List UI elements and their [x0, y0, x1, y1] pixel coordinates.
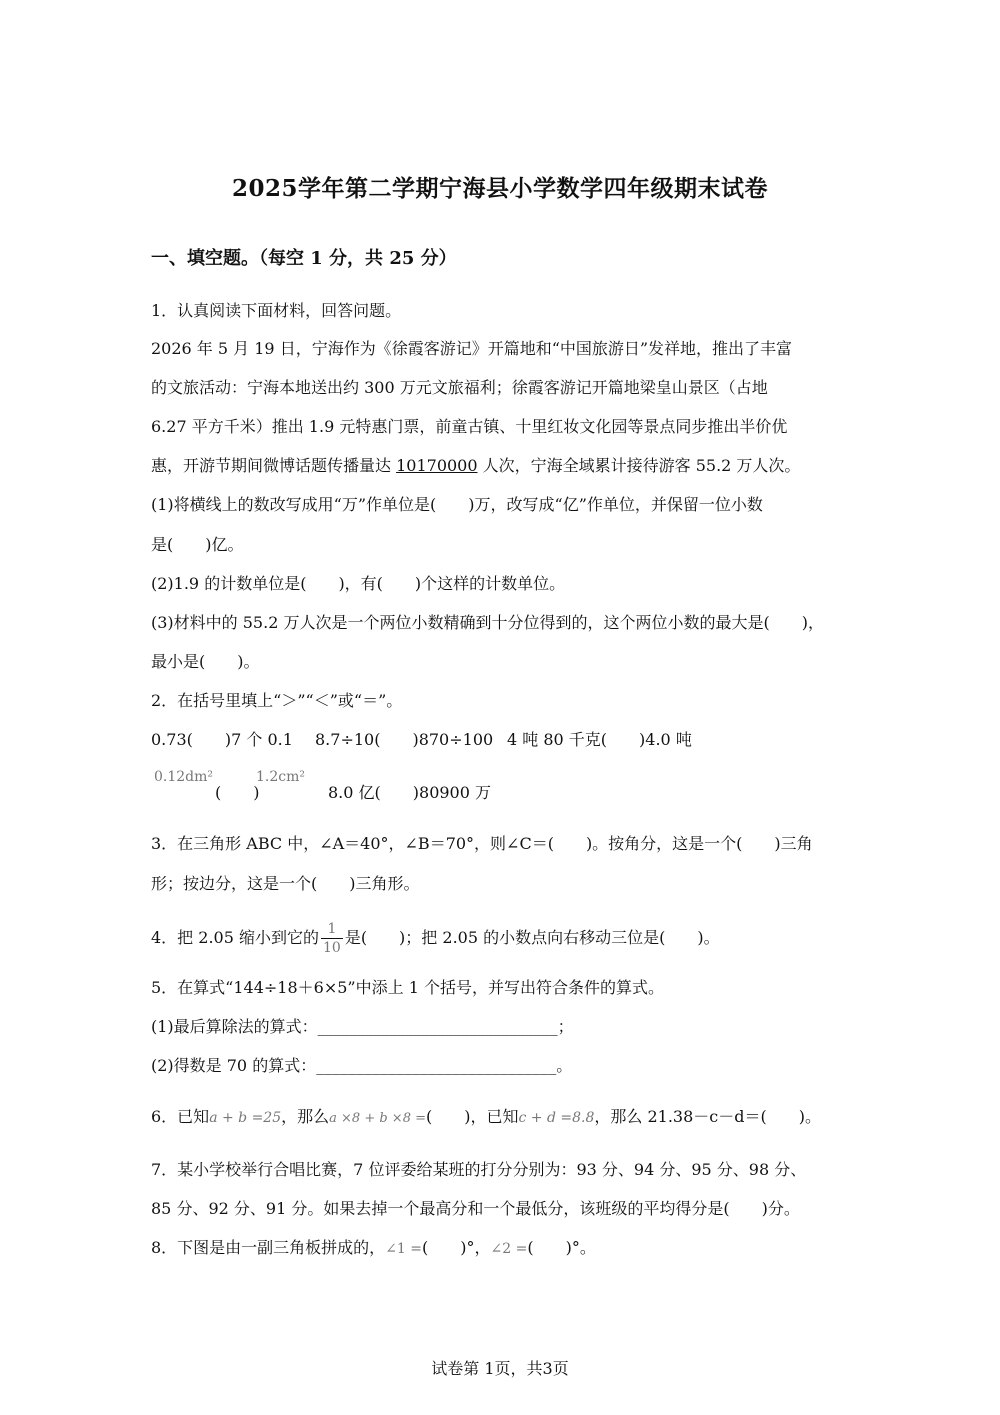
- q2-compare-1: 0.73( )7 个 0.1: [151, 730, 293, 749]
- q7-line: 85 分、92 分、91 分。如果去掉一个最高分和一个最低分，该班级的平均得分是( )分。: [151, 1199, 800, 1218]
- q1-paragraph-line: 的文旅活动：宁海本地送出约 300 万元文旅福利；徐霞客游记开篇地梁皇山景区（占地: [151, 378, 768, 397]
- q2-intro: 2．在括号里填上“＞”“＜”或“＝”。: [151, 691, 403, 710]
- q8-text: ( )°，: [422, 1238, 491, 1257]
- q4-line: [151, 918, 720, 958]
- q8-text: 8．下图是由一副三角板拼成的，: [151, 1238, 386, 1257]
- q6-expression: a + b =25: [209, 1110, 282, 1126]
- q1-sub2: (2)1.9 的计数单位是( )，有( )个这样的计数单位。: [151, 574, 566, 593]
- q8-angle-2: ∠2 =: [490, 1241, 528, 1257]
- q4-text: 4．把 2.05 缩小到它的: [151, 928, 319, 947]
- q6-expression: c + d =8.8: [518, 1110, 595, 1126]
- q1-sub3-cont: 最小是( )。: [151, 652, 260, 671]
- q1-intro: 1．认真阅读下面材料，回答问题。: [151, 301, 402, 320]
- q1-sub1-cont: 是( )亿。: [151, 535, 244, 554]
- q2-compare-4-paren: ( ): [215, 783, 260, 802]
- q1-text: 人次，宁海全域累计接待游客 55.2 万人次。: [477, 456, 801, 475]
- q2-compare-5: 8.0 亿( )80900 万: [328, 783, 492, 802]
- q3-line: 形；按边分，这是一个( )三角形。: [151, 874, 420, 893]
- q4-text: 是( )；把 2.05 的小数点向右移动三位是( )。: [344, 928, 720, 947]
- q1-underlined-number: 10170000: [396, 456, 478, 475]
- q6-line: [151, 1106, 821, 1130]
- q8-angle-1: ∠1 =: [385, 1241, 423, 1257]
- q2-compare-4-left: 0.12dm²: [154, 769, 214, 785]
- exam-title: 2025学年第二学期宁海县小学数学四年级期末试卷: [231, 175, 768, 202]
- q5-sub1: (1)最后算除法的算式：______________________________；: [151, 1017, 574, 1036]
- section-heading-fill-in: 一、填空题。（每空 1 分，共 25 分）: [151, 248, 457, 269]
- q5-sub2: (2)得数是 70 的算式：______________________________。: [151, 1056, 573, 1075]
- q1-sub1: (1)将横线上的数改写成用“万”作单位是( )万，改写成“亿”作单位，并保留一位小数: [151, 495, 763, 514]
- q1-text: 惠，开游节期间微博话题传播量达: [151, 456, 397, 475]
- q6-expression: a ×8 + b ×8 =: [329, 1111, 426, 1126]
- q4-fraction: [321, 920, 343, 957]
- q1-paragraph-line: [151, 455, 800, 477]
- fraction-numerator: 1: [321, 920, 343, 939]
- page-footer: 试卷第 1页，共3页: [431, 1359, 569, 1378]
- q6-text: ，那么: [281, 1107, 330, 1126]
- q1-sub3: (3)材料中的 55.2 万人次是一个两位小数精确到十分位得到的，这个两位小数的最大是( )，: [151, 613, 824, 632]
- q5-intro: 5．在算式“144÷18＋6×5”中添上 1 个括号，并写出符合条件的算式。: [151, 978, 664, 997]
- q3-line: 3．在三角形 ABC 中，∠A＝40°，∠B＝70°，则∠C＝( )。按角分，这是一个( )三角: [151, 834, 813, 853]
- q8-line: [151, 1237, 596, 1260]
- q2-compare-2: 8.7÷10( )870÷100: [315, 730, 494, 749]
- q1-paragraph-line: 6.27 平方千米）推出 1.9 元特惠门票，前童古镇、十里红妆文化园等景点同步推出半价优: [151, 417, 788, 436]
- q6-text: ，那么 21.38－c－d＝( )。: [594, 1107, 821, 1126]
- q2-compare-4-right: 1.2cm²: [256, 769, 305, 785]
- q7-line: 7．某小学校举行合唱比赛，7 位评委给某班的打分分别为：93 分、94 分、95 分、98 分、: [151, 1160, 807, 1179]
- q1-paragraph-line: 2026 年 5 月 19 日，宁海作为《徐霞客游记》开篇地和“中国旅游日”发祥地，推出了丰富: [151, 339, 793, 358]
- q8-text: ( )°。: [527, 1238, 596, 1257]
- q2-compare-3: 4 吨 80 千克( )4.0 吨: [507, 730, 692, 749]
- q6-text: ( )，已知: [426, 1107, 519, 1126]
- fraction-denominator: 10: [322, 939, 341, 956]
- q6-text: 6．已知: [151, 1107, 210, 1126]
